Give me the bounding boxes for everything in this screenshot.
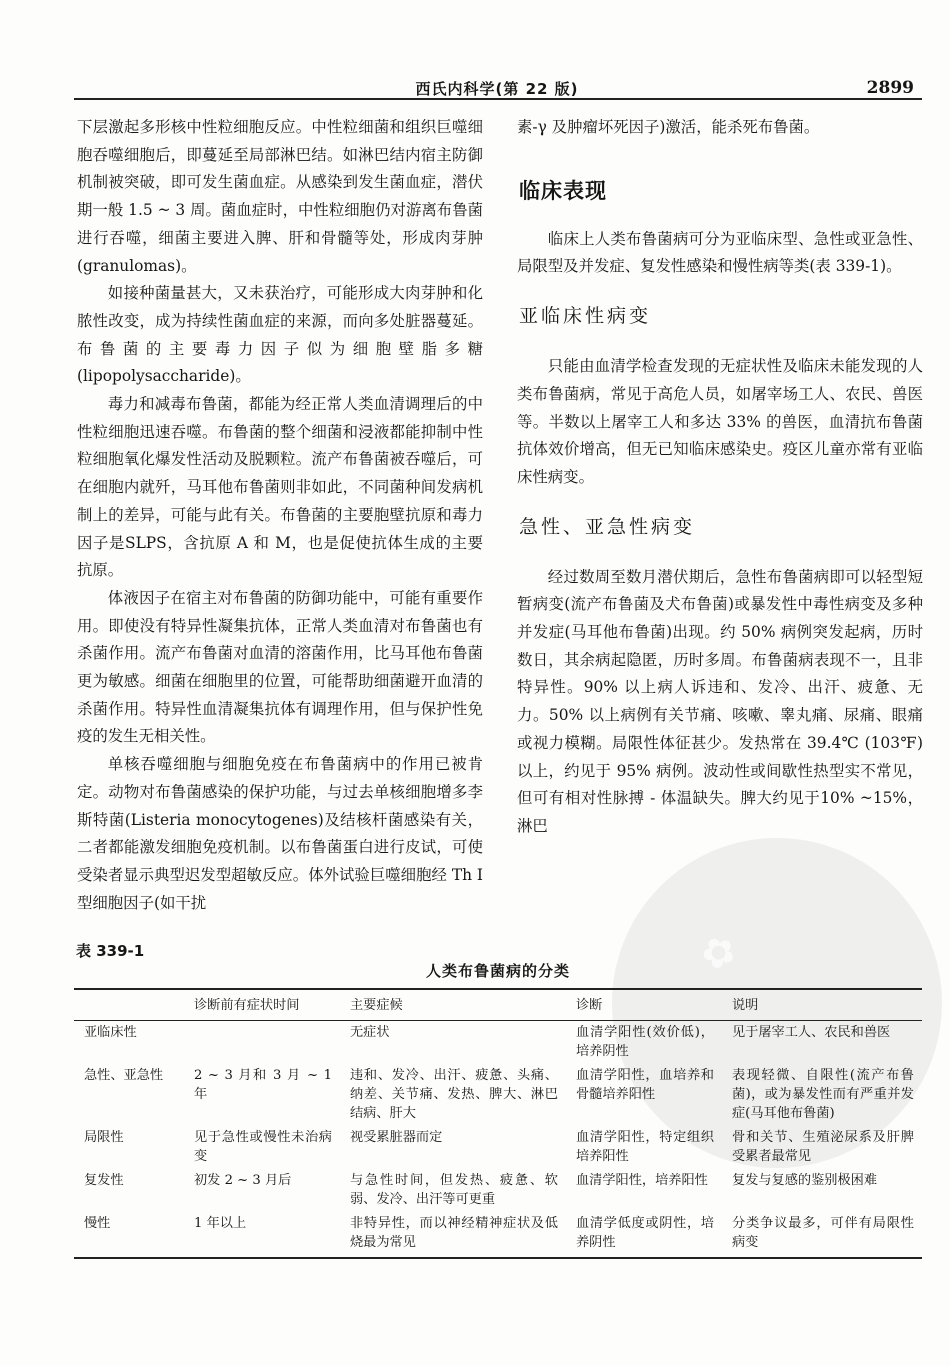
book-title: 西氏内科学(第 22 版) — [415, 80, 579, 98]
table-cell: 表现轻微、自限性(流产布鲁菌)，或为暴发性而有严重并发症(马耳他布鲁菌) — [732, 1068, 914, 1121]
paragraph: 体液因子在宿主对布鲁菌的防御功能中，可能有重要作用。即使没有特异性凝集抗体，正常人类血清对布鲁菌也有杀菌作用。流产布鲁菌对血清的溶菌作用，比马耳他布鲁菌更为敏感。细菌在细胞里的位置，可能帮助细菌避开血清的杀菌作用。特异性血清凝集抗体有调理作用，但与保护性免疫的发生无相关性。 — [77, 588, 483, 746]
table-cell: 与急性时间，但发热、疲惫、软弱、发冷、出汗等可更重 — [350, 1173, 558, 1207]
table-row — [74, 1212, 922, 1258]
subsection-heading: 亚临床性病变 — [519, 305, 652, 328]
table-cell: 慢性 — [74, 1212, 184, 1258]
table-row — [74, 1126, 922, 1169]
table-header-cell: 诊断 — [566, 989, 722, 1021]
table-cell: 视受累脏器而定 — [350, 1130, 443, 1145]
table-cell: 急性、亚急性 — [84, 1068, 164, 1083]
table-cell: 血清学阳性，培养阳性 — [576, 1173, 708, 1188]
header-rule — [74, 98, 922, 100]
table-header-cell — [74, 989, 184, 1021]
table-cell: 血清学低度或阴性，培养阴性 — [566, 1212, 722, 1258]
section-heading: 临床表现 — [519, 178, 607, 203]
table-cell: 1 年以上 — [184, 1212, 340, 1258]
table-header-cell: 说明 — [722, 989, 922, 1021]
table-label: 表 339-1 — [76, 942, 145, 960]
subsection-heading: 急性、亚急性病变 — [519, 515, 696, 538]
table-cell: 2 ~ 3 月和 3 月 ~ 1 年 — [194, 1068, 332, 1102]
paragraph: 经过数周至数月潜伏期后，急性布鲁菌病即可以轻型短暂病变(流产布鲁菌及犬布鲁菌)或暴发性中毒性病变及多种并发症(马耳他布鲁菌)出现。约 50% 病例突发起病，历时数日，其余病起隐匿，历时多周。布鲁菌病表现不一，且非特异性。90% 以上病人诉违和、发冷、出汗、疲惫、无力。50% 以上病例有关节痛、咳嗽、睾丸痛、尿痛、眼痛或视力模糊。局限性体征甚少。发热常在 39.4℃ (103℉) 以上，约见于 95% 病例。波动性或间歇性热型实不常见，但可有相对性脉搏 - 体温缺失。脾大约见于10% ~15%，淋巴 — [517, 567, 923, 835]
table-cell: 分类争议最多，可伴有局限性病变 — [722, 1212, 922, 1258]
watermark-glyph: ✿ — [693, 924, 745, 982]
table-header-cell: 诊断前有症状时间 — [184, 989, 340, 1021]
table-caption: 人类布鲁菌病的分类 — [425, 962, 570, 980]
page-number: 2899 — [866, 78, 914, 98]
paragraph: 单核吞噬细胞与细胞免疫在布鲁菌病中的作用已被肯定。动物对布鲁菌感染的保护功能，与过去单核细胞增多李斯特菌(Listeria monocytogenes)及结核杆菌感染有关，二者都能激发细胞免疫机制。以布鲁菌蛋白进行皮试，可使受染者显示典型迟发型超敏反应。体外试验巨噬细胞经 Th Ⅰ型细胞因子(如干扰 — [77, 755, 483, 912]
table-cell — [184, 1021, 340, 1065]
table-row — [74, 1064, 922, 1126]
table-header-row — [74, 989, 922, 1021]
table-cell: 复发与复感的鉴别极困难 — [732, 1173, 878, 1188]
paragraph: 如接种菌量甚大，又未获治疗，可能形成大肉芽肿和化脓性改变，成为持续性菌血症的来源，而向多处脏器蔓延。布鲁菌的主要毒力因子似为细胞壁脂多糖(lipopolysaccharide)。 — [77, 284, 483, 386]
left-column — [77, 114, 483, 917]
table-row — [74, 1021, 922, 1065]
table-cell: 复发性 — [84, 1173, 124, 1188]
table-cell: 初发 2 ~ 3 月后 — [194, 1173, 292, 1188]
paragraph: 临床上人类布鲁菌病可分为亚临床型、急性或亚急性、局限型及并发症、复发性感染和慢性病等类(表 339-1)。 — [517, 229, 923, 276]
table-cell: 亚临床性 — [84, 1025, 137, 1040]
table-cell: 骨和关节、生殖泌尿系及肝脾受累者最常见 — [732, 1130, 914, 1164]
table-cell: 见于屠宰工人、农民和兽医 — [732, 1025, 891, 1040]
running-header — [74, 76, 920, 98]
classification-table — [74, 988, 922, 1259]
table-header-cell: 主要症候 — [340, 989, 566, 1021]
paragraph: 毒力和减毒布鲁菌，都能为经正常人类血清调理后的中性粒细胞迅速吞噬。布鲁菌的整个细菌和浸液都能抑制中性粒细胞氧化爆发性活动及脱颗粒。流产布鲁菌被吞噬后，可在细胞内就歼，马耳他布鲁菌则非如此，不同菌种间发病机制上的差异，可能与此有关。布鲁菌的主要胞壁抗原和毒力因子是SLPS，含抗原 A 和 M，也是促使抗体生成的主要抗原。 — [77, 395, 483, 580]
table-row — [74, 1169, 922, 1212]
table-cell: 见于急性或慢性未治病变 — [194, 1130, 332, 1164]
table-cell: 无症状 — [350, 1025, 390, 1040]
right-column — [517, 114, 923, 841]
paragraph: 下层激起多形核中性粒细胞反应。中性粒细菌和组织巨噬细胞吞噬细胞后，即蔓延至局部淋巴结。如淋巴结内宿主防御机制被突破，即可发生菌血症。从感染到发生菌血症，潜伏期一般 1.5 ~ 3 周。菌血症时，中性粒细胞仍对游离布鲁菌进行吞噬，细菌主要进入脾、肝和骨髓等处，形成肉芽肿(granulomas)。 — [77, 118, 483, 275]
table-cell: 违和、发冷、出汗、疲惫、头痛、纳差、关节痛、发热、脾大、淋巴结病、肝大 — [350, 1068, 558, 1121]
table-cell: 局限性 — [84, 1130, 124, 1145]
paragraph: 只能由血清学检查发现的无症状性及临床未能发现的人类布鲁菌病，常见于高危人员，如屠宰场工人、农民、兽医等。半数以上屠宰工人和多达 33% 的兽医，血清抗布鲁菌抗体效价增高，但无已知临床感染史。疫区儿童亦常有亚临床性病变。 — [517, 357, 923, 486]
table-cell: 血清学阳性(效价低)，培养阴性 — [576, 1025, 714, 1059]
table-cell: 非特异性，而以神经精神症状及低烧最为常见 — [340, 1212, 566, 1258]
table-cell: 血清学阳性，血培养和骨髓培养阳性 — [576, 1068, 714, 1102]
paragraph: 素-γ 及肿瘤坏死因子)激活，能杀死布鲁菌。 — [517, 118, 820, 136]
table-cell: 血清学阳性，特定组织培养阳性 — [576, 1130, 714, 1164]
